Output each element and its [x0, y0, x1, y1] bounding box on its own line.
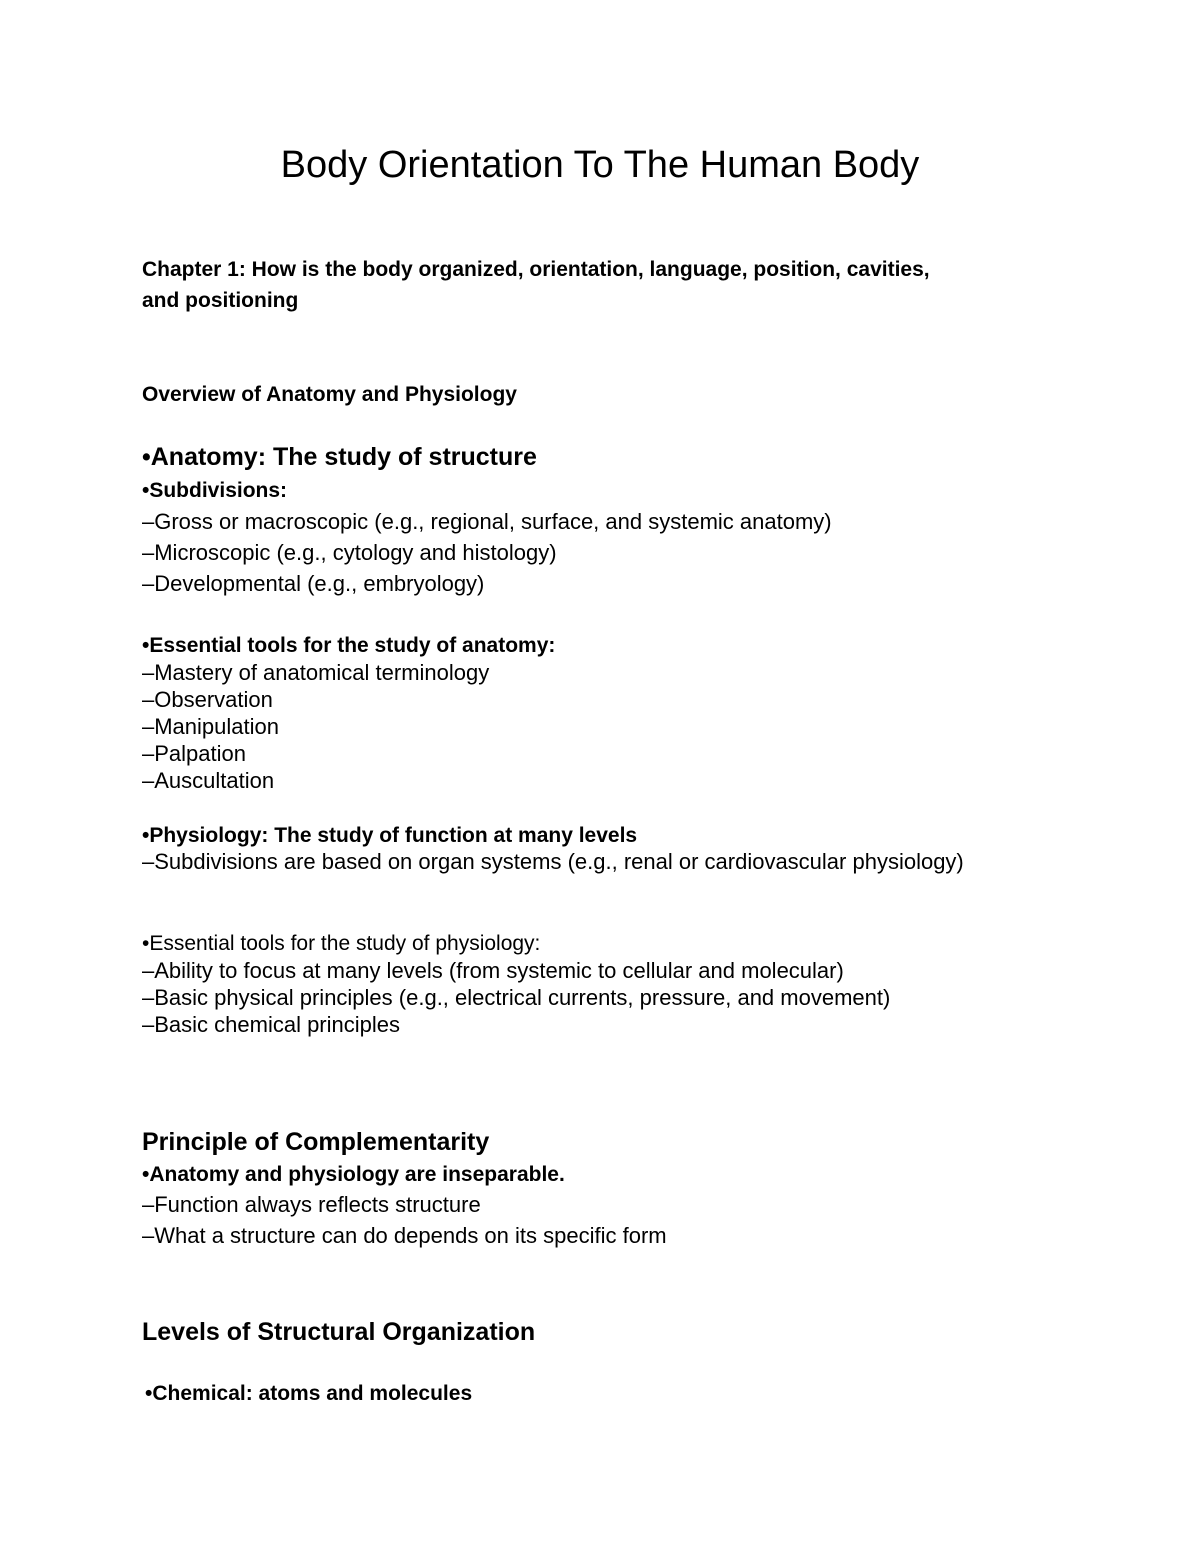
anatomy-tool-item: –Observation: [142, 687, 273, 712]
chapter-heading-line-1: Chapter 1: How is the body organized, orientation, language, position, cavities,: [142, 258, 930, 281]
levels-heading: Levels of Structural Organization: [142, 1318, 536, 1346]
physiology-subdivisions: –Subdivisions are based on organ systems (e.g., renal or cardiovascular physiology): [142, 849, 964, 874]
anatomy-tool-item: –Auscultation: [142, 768, 275, 793]
complementarity-statement: •Anatomy and physiology are inseparable.: [142, 1163, 565, 1186]
physiology-tools-label: •Essential tools for the study of physiology:: [142, 932, 541, 955]
physiology-tool-item: –Basic chemical principles: [142, 1012, 400, 1037]
anatomy-subdivision-item: –Microscopic (e.g., cytology and histology): [142, 540, 557, 565]
physiology-heading: •Physiology: The study of function at many levels: [142, 824, 638, 847]
complementarity-point: –What a structure can do depends on its specific form: [142, 1223, 667, 1248]
anatomy-tool-item: –Mastery of anatomical terminology: [142, 660, 490, 685]
physiology-tool-item: –Basic physical principles (e.g., electrical currents, pressure, and movement): [142, 985, 891, 1010]
document-title: Body Orientation To The Human Body: [280, 144, 920, 186]
anatomy-subdivision-item: –Developmental (e.g., embryology): [142, 571, 485, 596]
anatomy-tools-label: •Essential tools for the study of anatomy:: [142, 634, 556, 657]
anatomy-subdivisions-label: •Subdivisions:: [142, 479, 288, 502]
physiology-tool-item: –Ability to focus at many levels (from systemic to cellular and molecular): [142, 958, 844, 983]
complementarity-point: –Function always reflects structure: [142, 1192, 481, 1217]
anatomy-heading: •Anatomy: The study of structure: [142, 443, 537, 471]
overview-heading: Overview of Anatomy and Physiology: [142, 383, 517, 406]
anatomy-subdivision-item: –Gross or macroscopic (e.g., regional, surface, and systemic anatomy): [142, 509, 832, 534]
chapter-heading-line-2: and positioning: [142, 289, 299, 312]
levels-item: •Chemical: atoms and molecules: [145, 1382, 473, 1405]
anatomy-tool-item: –Palpation: [142, 741, 246, 766]
complementarity-heading: Principle of Complementarity: [142, 1128, 490, 1156]
anatomy-tool-item: –Manipulation: [142, 714, 279, 739]
